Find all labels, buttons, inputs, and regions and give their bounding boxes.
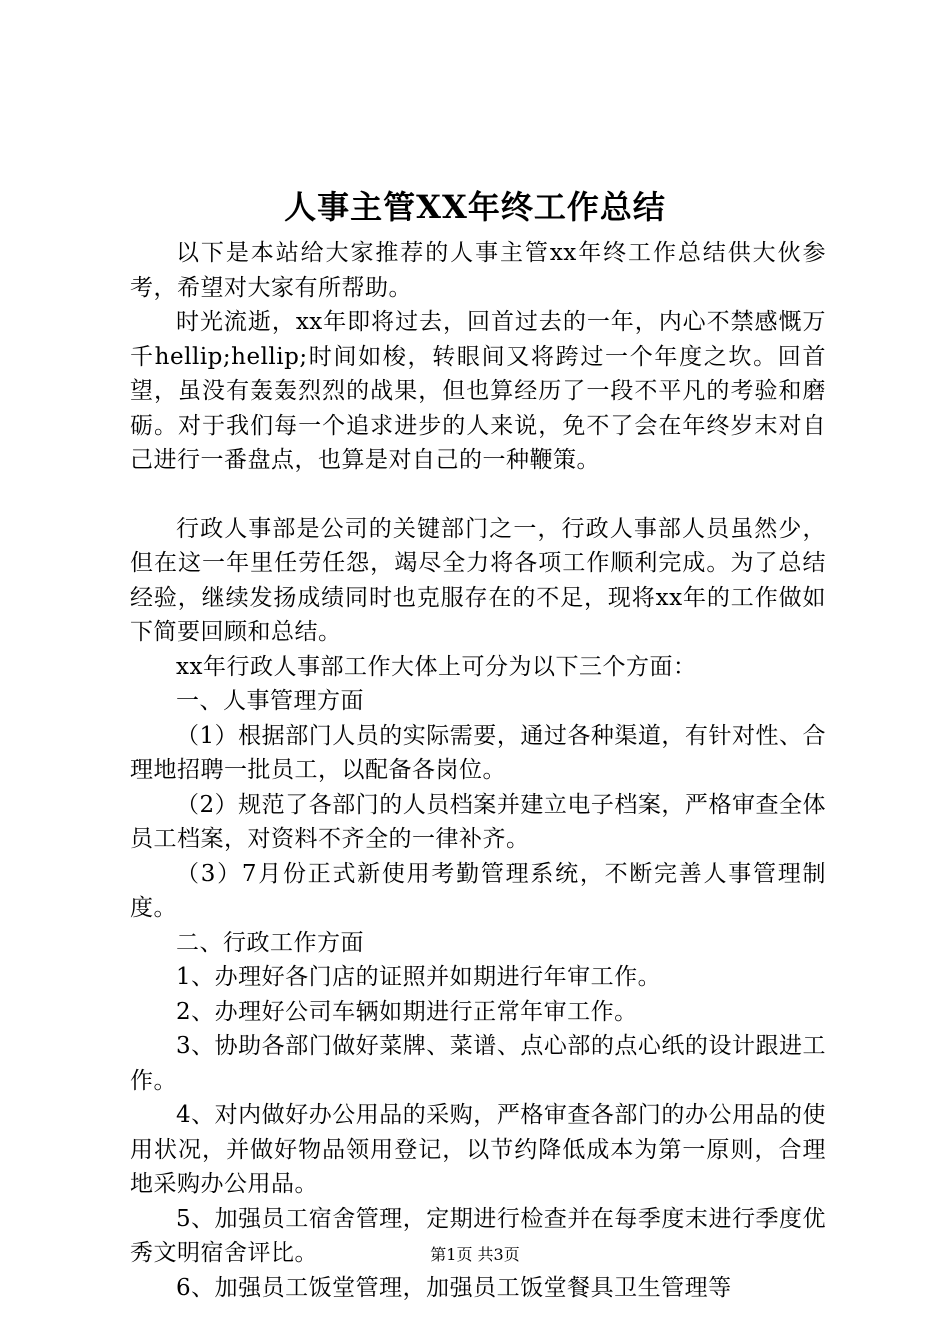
paragraph-reflection: 时光流逝，xx年即将过去，回首过去的一年，内心不禁感慨万千hellip;hellip;时间如梭，转眼间又将跨过一个年度之坎。回首望，虽没有轰轰烈烈的战果，但也算经历了一段不平凡的考验和磨砺。对于我们每一个追求进步的人来说，免不了会在年终岁末对自己进行一番盘点，也算是对自己的一种鞭策。 (130, 309, 826, 473)
list-item: （1）根据部门人员的实际需要，通过各种渠道，有针对性、合理地招聘一批员工，以配备各岗位。 (130, 722, 826, 783)
list-item: 4、对内做好办公用品的采购，严格审查各部门的办公用品的使用状况，并做好物品领用登记，以节约降低成本为第一原则，合理地采购办公用品。 (130, 1102, 826, 1197)
paragraph-department: 行政人事部是公司的关键部门之一，行政人事部人员虽然少，但在这一年里任劳任怨，竭尽全力将各项工作顺利完成。为了总结经验，继续发扬成绩同时也克服存在的不足，现将xx年的工作做如下简要回顾和总结。 (130, 515, 826, 645)
page-number: 第1页 (430, 1245, 473, 1264)
list-item: 5、加强员工宿舍管理，定期进行检查并在每季度末进行季度优秀文明宿舍评比。 (130, 1205, 826, 1266)
list-item: 6、加强员工饭堂管理，加强员工饭堂餐具卫生管理等 (176, 1274, 732, 1301)
page-footer (0, 1243, 950, 1267)
page-total: 共3页 (477, 1245, 520, 1264)
paragraph-intro: 以下是本站给大家推荐的人事主管xx年终工作总结供大伙参考，希望对大家有所帮助。 (130, 240, 826, 301)
paragraph-overview: xx年行政人事部工作大体上可分为以下三个方面： (176, 653, 697, 680)
section-heading-hr: 一、人事管理方面 (176, 688, 364, 714)
list-item: 1、办理好各门店的证照并如期进行年审工作。 (176, 964, 662, 990)
document-body (130, 236, 826, 1305)
document-title: 人事主管XX年终工作总结 (284, 188, 666, 226)
list-item: （2）规范了各部门的人员档案并建立电子档案，严格审查全体员工档案，对资料不齐全的一律补齐。 (130, 791, 826, 852)
list-item: 3、协助各部门做好菜牌、菜谱、点心部的点心纸的设计跟进工作。 (130, 1033, 826, 1094)
list-item: 2、办理好公司车辆如期进行正常年审工作。 (176, 998, 638, 1025)
list-item: （3）7月份正式新使用考勤管理系统，不断完善人事管理制度。 (130, 860, 826, 921)
section-heading-admin: 二、行政工作方面 (176, 929, 364, 956)
